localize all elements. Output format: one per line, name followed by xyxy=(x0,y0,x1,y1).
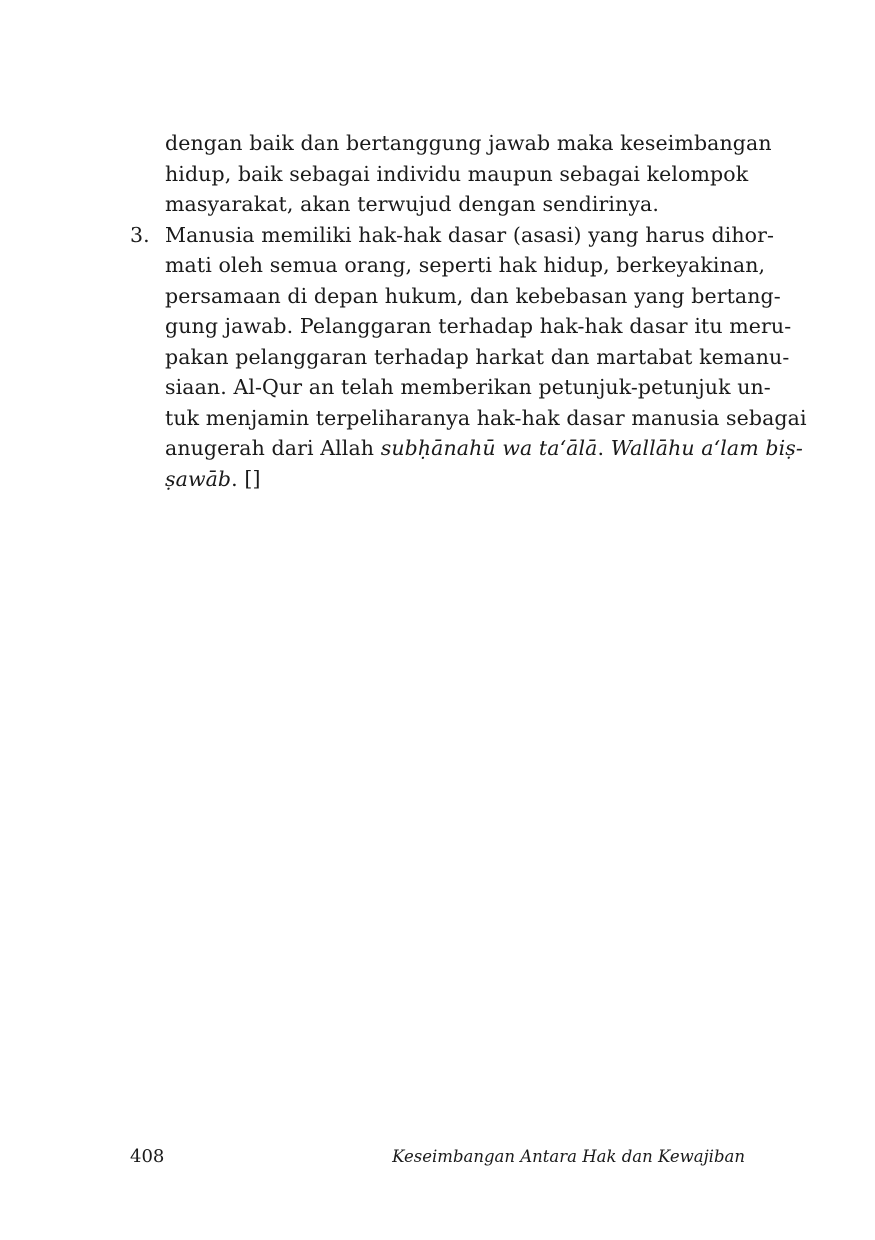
text-line: tuk menjamin terpeliharanya hak-hak dasar manusia sebagai xyxy=(165,405,807,430)
list-item-3 xyxy=(130,220,807,495)
text-line: gung jawab. Pelanggaran terhadap hak-hak dasar itu meru- xyxy=(165,314,792,338)
italic-phrase: Wallāhu a‘lam biṣ- xyxy=(610,436,803,460)
text-fragment: . xyxy=(597,436,611,460)
text-line xyxy=(165,433,803,464)
continuation-paragraph xyxy=(130,128,772,220)
text-fragment: anugerah dari Allah xyxy=(165,436,381,460)
text-line: Manusia memiliki hak-hak dasar (asasi) yang harus dihor- xyxy=(165,222,774,247)
text-line: pakan pelanggaran terhadap harkat dan martabat kemanu- xyxy=(165,344,790,369)
text-line: dengan baik dan bertanggung jawab maka keseimbangan xyxy=(165,131,772,155)
text-line: hidup, baik sebagai individu maupun sebagai kelompok xyxy=(165,161,749,186)
body-text xyxy=(130,128,807,494)
text-line xyxy=(165,464,745,495)
italic-phrase: subḥānahū wa ta‘ālā xyxy=(380,436,598,460)
list-item-number: 3. xyxy=(130,222,150,247)
list-item-text xyxy=(130,220,807,495)
page-number: 408 xyxy=(130,1146,165,1167)
text-line: persamaan di depan hukum, dan kebebasan yang bertang- xyxy=(165,283,781,308)
running-title: Keseimbangan Antara Hak dan Kewajiban xyxy=(392,1147,745,1166)
text-line: siaan. Al-Qur an telah memberikan petunjuk-petunjuk un- xyxy=(165,375,771,399)
text-line: mati oleh semua orang, seperti hak hidup, berkeyakinan, xyxy=(165,253,766,277)
text-line: masyarakat, akan terwujud dengan sendirinya. xyxy=(165,192,659,216)
text-fragment: . [] xyxy=(231,466,261,491)
italic-phrase: ṣawāb xyxy=(165,466,232,491)
